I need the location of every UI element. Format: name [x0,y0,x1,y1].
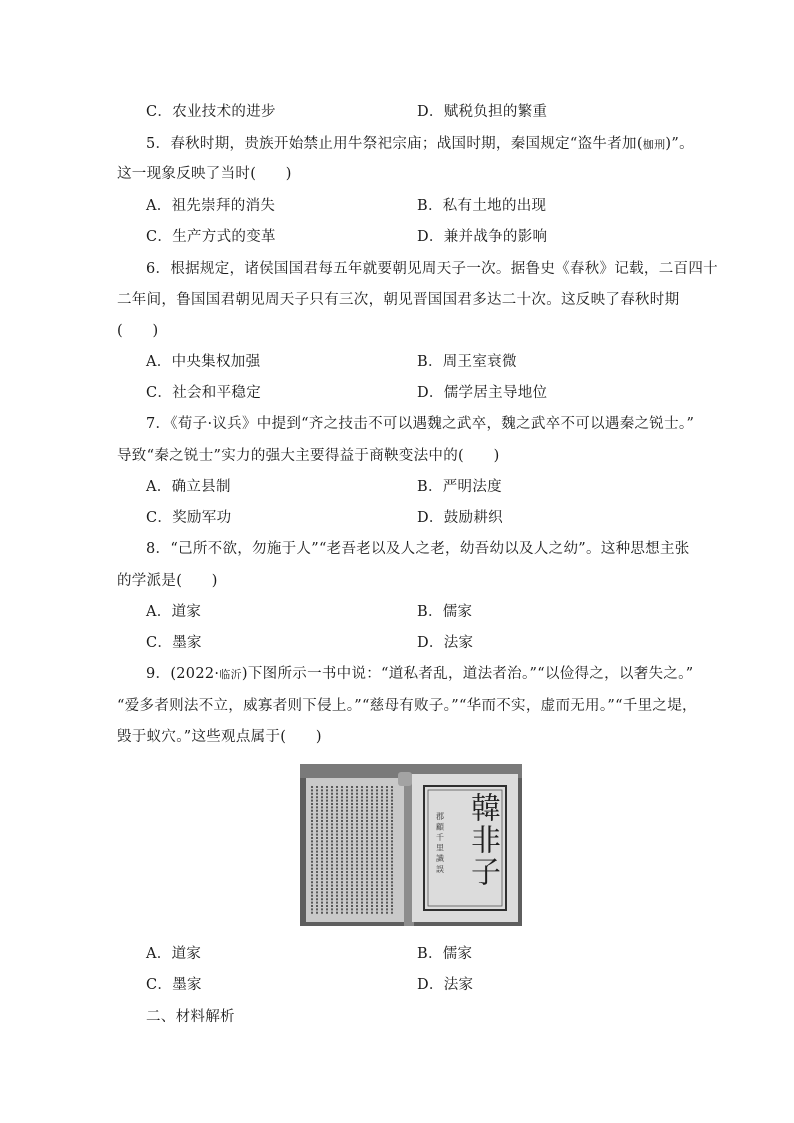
q8-option-d: D．法家 [417,635,474,651]
book-title-glyphs [460,792,500,888]
q9-option-d: D．法家 [417,977,474,993]
q7-option-a: A．确立县制 [146,479,231,495]
q8-option-b: B．儒家 [417,604,473,620]
left-page [306,778,406,922]
q5-stem-note: 枷刑 [642,138,666,151]
q9-option-a: A．道家 [146,946,202,962]
q7-stem-line1: 7．《荀子·议兵》中提到“齐之技击不可以遇魏之武卒，魏之武卒不可以遇秦之锐士。” [146,416,695,432]
q6-stem-line3: ( ) [117,323,159,339]
q5-option-c: C．生产方式的变革 [146,229,276,245]
q9-option-b: B．儒家 [417,946,473,962]
q4-option-c: C．农业技术的进步 [146,104,276,120]
q6-stem-line2: 二年间，鲁国国君朝见周天子只有三次，朝见晋国国君多达二十次。这反映了春秋时期 [117,292,680,308]
q6-option-c: C．社会和平稳定 [146,385,261,401]
q8-option-c: C．墨家 [146,635,202,651]
book-title-text: 韓非子 [465,792,500,888]
q7-option-b: B．严明法度 [417,479,502,495]
q5-stem-text-a: 5．春秋时期，贵族开始禁止用牛祭祀宗庙；战国时期，秦国规定“盗牛者加( [146,136,643,152]
q5-option-d: D．兼并战争的影响 [417,229,548,245]
book-photo [300,764,522,926]
q7-option-d: D．鼓励耕织 [417,510,503,526]
q4-option-d: D．赋税负担的繁重 [417,104,548,120]
q7-option-c: C．奖励军功 [146,510,232,526]
q5-stem-line1 [146,134,694,155]
q8-option-a: A．道家 [146,604,202,620]
q9-stem-line2: “爱多者则法不立，威寡者则下侵上。”“慈母有败子。”“华而不实，虚而无用。”“千里之堤， [117,698,697,714]
q6-option-d: D．儒学居主导地位 [417,385,548,401]
q9-stem-note: 临沂 [219,668,242,681]
q6-stem-line1: 6．根据规定，诸侯国国君每五年就要朝见周天子一次。据鲁史《春秋》记载，二百四十 [146,261,718,277]
q6-option-a: A．中央集权加强 [146,354,261,370]
q9-stem-text-b: )下图所示一书中说：“道私者乱，道法者治。”“以俭得之，以奢失之。” [241,666,694,682]
spine-cap-top [398,772,412,786]
q9-option-c: C．墨家 [146,977,202,993]
q5-option-a: A．祖先崇拜的消失 [146,198,276,214]
side-text: 郡 顧 千 里 識 誤 [435,812,445,873]
q9-stem-line3: 毁于蚁穴。”这些观点属于( ) [117,729,322,745]
q9-stem-line1 [146,664,693,685]
section-heading: 二、材料解析 [146,1009,235,1025]
q8-stem-line2: 的学派是( ) [117,573,218,589]
q6-option-b: B．周王室衰微 [417,354,517,370]
q7-stem-line2: 导致“秦之锐士”实力的强大主要得益于商鞅变法中的( ) [117,448,500,464]
q9-stem-text-a: 9．(2022· [146,666,220,682]
q5-stem-line2: 这一现象反映了当时( ) [117,166,292,182]
q5-stem-text-b: )”。 [665,136,694,152]
q5-option-b: B．私有土地的出现 [417,198,547,214]
q8-stem-line1: 8．“己所不欲，勿施于人”“老吾老以及人之老，幼吾幼以及人之幼”。这种思想主张 [146,541,690,557]
